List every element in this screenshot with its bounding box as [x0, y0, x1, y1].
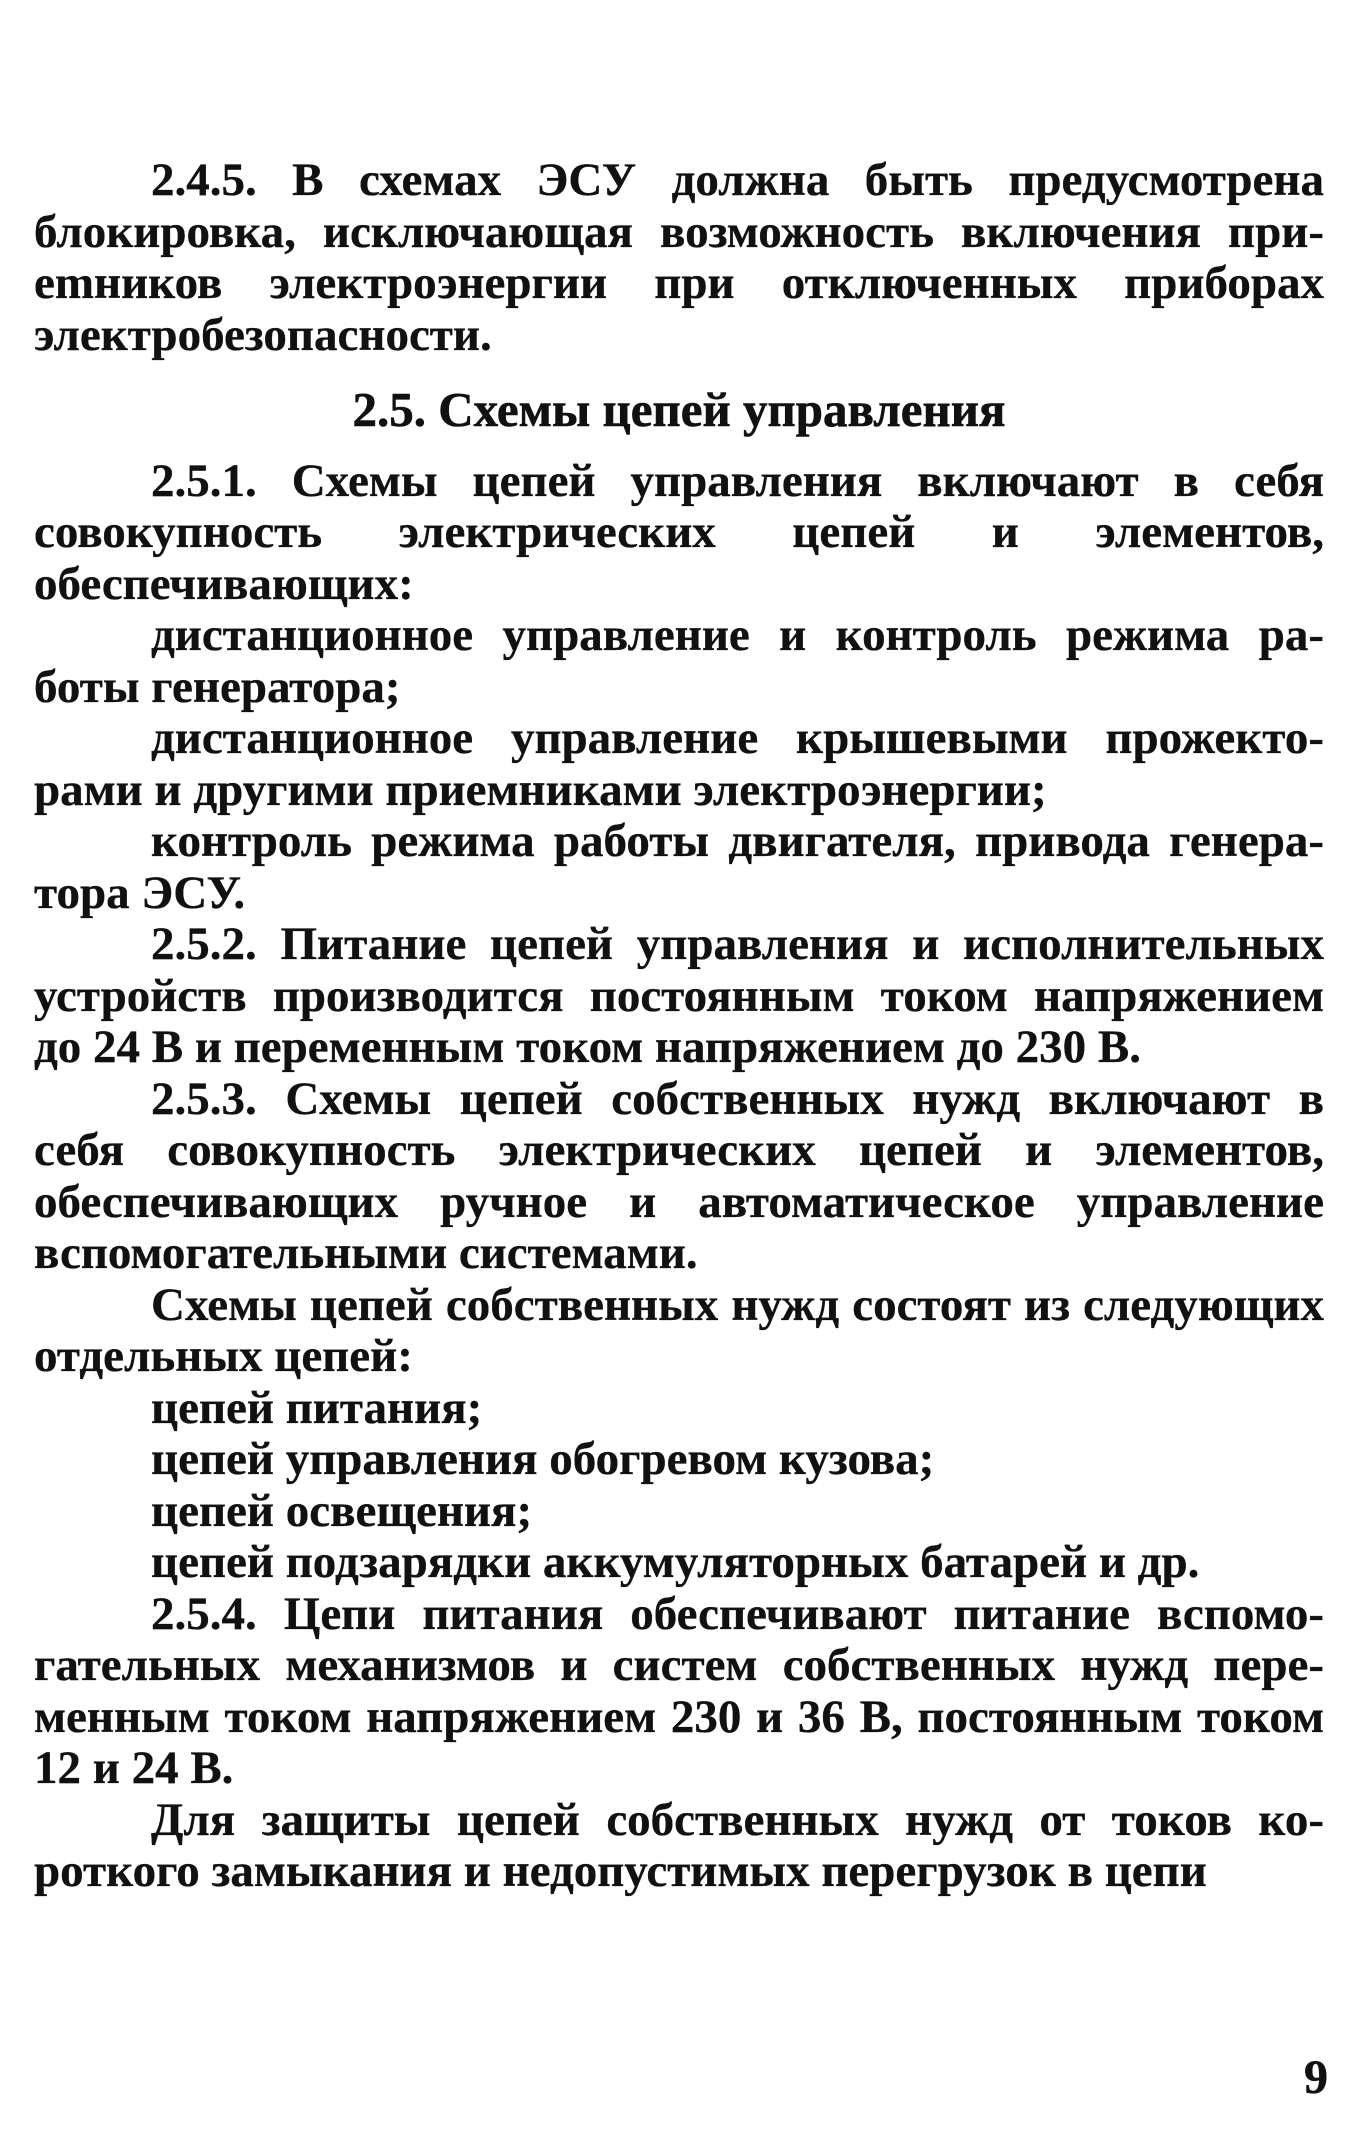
- list-item-searchlight-control: дистанционное управление крышевыми прожекторами и другими приемниками электроэнергии;: [34, 712, 1324, 816]
- list-item-charging-circuits: цепей подзарядки аккумуляторных батарей и др.: [151, 1536, 1200, 1588]
- paragraph-circuits-intro: Схемы цепей собственных нужд состоят из следующих отдельных цепей:: [34, 1278, 1324, 1382]
- list-item-engine-control: контроль режима работы двигателя, привода генератора ЭСУ.: [34, 815, 1324, 919]
- paragraph-2-5-1: 2.5.1. Схемы цепей управления включают в себя совокупность электрических цепей и элементов, обеспечивающих:: [34, 454, 1324, 610]
- page-number: 9: [1304, 2051, 1328, 2104]
- paragraph-protection: Для защиты цепей собственных нужд от токов короткого замыкания и недопустимых перегрузок в цепи: [34, 1793, 1324, 1897]
- list-item-heating-circuits: цепей управления обогревом кузова;: [151, 1433, 935, 1485]
- paragraph-2-5-2: 2.5.2. Питание цепей управления и исполнительных устройств производится постоянным током напряжением до 24 В и переменным током напряжением до 230 В.: [34, 918, 1324, 1073]
- section-heading: 2.5. Схемы цепей управления: [352, 382, 1006, 437]
- list-item-power-circuits: цепей питания;: [151, 1381, 483, 1434]
- paragraph-2-5-3: 2.5.3. Схемы цепей собственных нужд включают в себя совокупность электрических цепей и элементов, обеспечивающих ручное и автоматическое управление вспомогательными системами.: [34, 1072, 1324, 1279]
- list-item-generator-control: дистанционное управление и контроль режима работы генератора;: [34, 609, 1324, 713]
- paragraph-2-5-4: 2.5.4. Цепи питания обеспечивают питание вспомогательных механизмов и систем собственных нужд переменным током напряжением 230 и 36 В, постоянным током 12 и 24 В.: [34, 1587, 1324, 1794]
- list-item-lighting-circuits: цепей освещения;: [151, 1484, 533, 1537]
- page-body: [34, 155, 1324, 1898]
- paragraph-2-4-5: 2.4.5. В схемах ЭСУ должна быть предусмотрена блокировка, исключающая возможность включения приemников электроэнергии при отключенных приборах электробезопасности.: [34, 154, 1324, 361]
